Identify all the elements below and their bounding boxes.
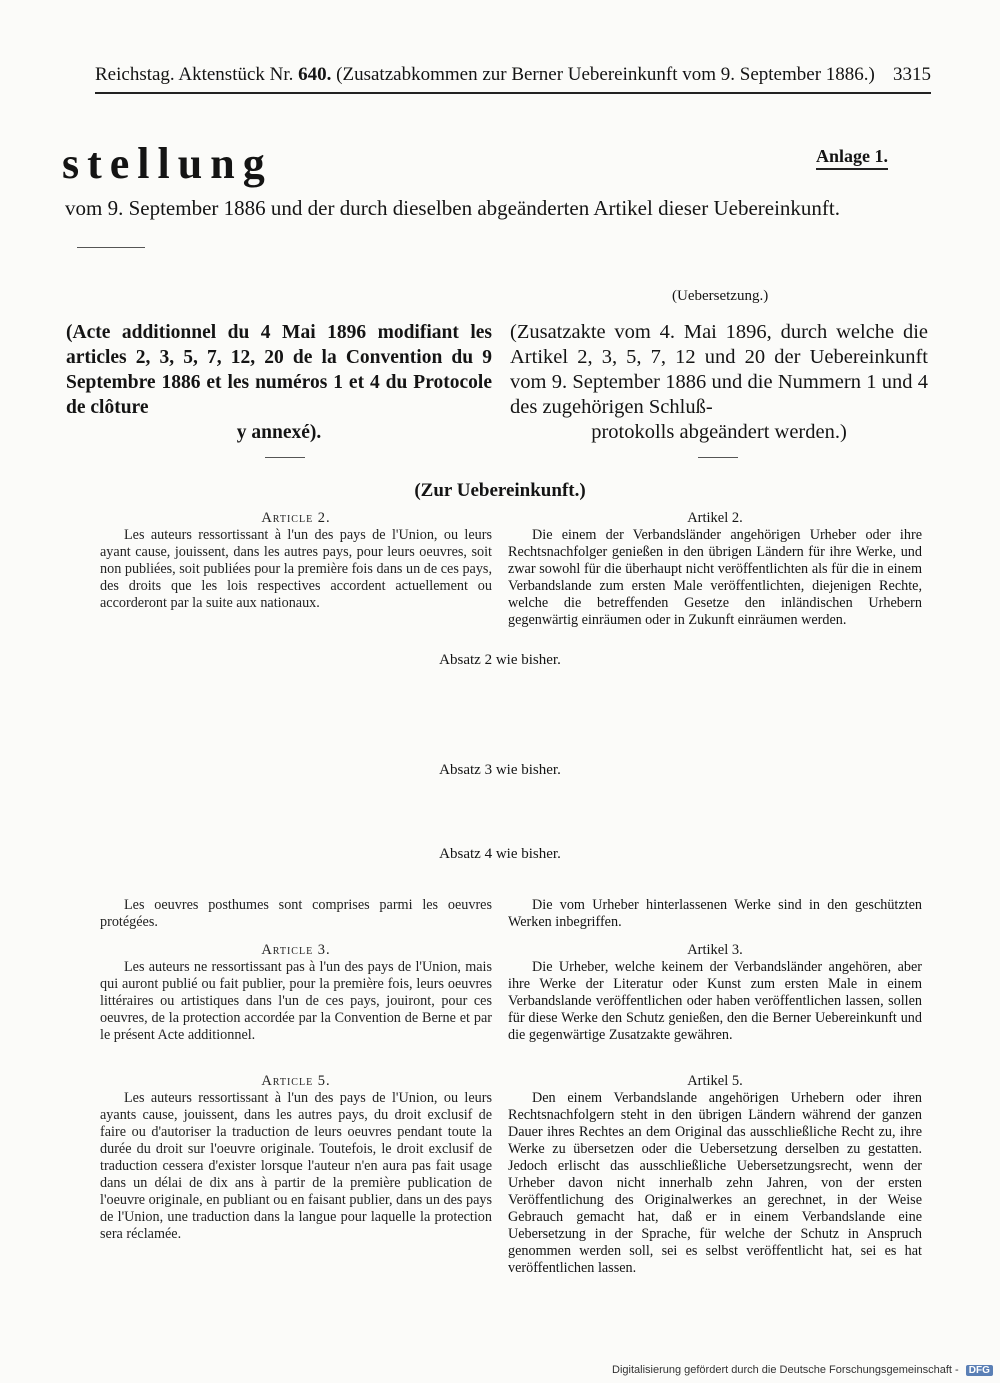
lead-french — [66, 320, 492, 445]
article-heading: Artikel 5. — [687, 1073, 743, 1089]
article-text: Die einem der Verbandsländer angehörigen Urheber oder ihre Rechtsnachfolger genießen in den übrigen Ländern für ihre Werke, und zwar sowohl für die überhaupt nicht veröffentlichten als für die in einem Verbandslande zum ersten Male veröffentlichten, diejenigen Rechte, welche die betreffenden Gesetze den inländischen Urhebern gegenwärtig einräumen oder in Zukunft einräumen werden. — [508, 527, 922, 628]
digitization-footer — [612, 1364, 993, 1376]
page-subtitle: vom 9. September 1886 und der durch dieselben abgeänderten Artikel dieser Uebereinkunft. — [65, 196, 841, 220]
posthumous-german — [508, 897, 922, 931]
article-text: Die vom Urheber hinterlassenen Werke sind in den geschützten Werken inbegriffen. — [508, 897, 922, 930]
lead-french-text: (Acte additionnel du 4 Mai 1896 modifiant les articles 2, 3, 5, 7, 12, 20 de la Convention du 9 Septembre 1886 et les numéros 1 et 4 du Protocole de clôture — [66, 322, 492, 418]
dfg-logo: DFG — [966, 1365, 993, 1376]
page-number: 3315 — [893, 64, 931, 85]
paragraph-4-note: Absatz 4 wie bisher. — [439, 846, 561, 862]
article-text: Les auteurs ressortissant à l'un des pays de l'Union, ou leurs ayant cause, jouissent, dans les autres pays, pour leurs oeuvres, soit non publiées, soit publiées pour la première fois dans un de ces pays, des droits que les lois respectives accordent actuellement ou accorderont par la suite aux nationaux. — [100, 527, 492, 611]
article-2-french — [100, 510, 492, 612]
header-rule — [95, 92, 931, 94]
divider — [77, 247, 145, 248]
article-2-german — [508, 510, 922, 629]
paragraph-3-note: Absatz 3 wie bisher. — [439, 762, 561, 778]
article-3-french — [100, 942, 492, 1044]
paragraph-2-note: Absatz 2 wie bisher. — [439, 652, 561, 668]
article-heading: Article 2. — [261, 510, 331, 526]
section-heading: (Zur Uebereinkunft.) — [414, 480, 586, 501]
article-text: Les oeuvres posthumes sont comprises parmi les oeuvres protégées. — [100, 897, 492, 930]
document-number: 640. — [298, 64, 332, 85]
page-title: stellung — [62, 139, 273, 188]
article-heading: Article 5. — [261, 1073, 331, 1089]
lead-german — [510, 320, 928, 445]
article-text: Les auteurs ressortissant à l'un des pays de l'Union, ou leurs ayants cause, jouissent, dans les autres pays, du droit exclusif de faire ou d'autoriser la traduction de leurs oeuvres pendant toute la durée du droit sur l'oeuvre originale. Toutefois, le droit exclusif de traduction cessera d'exister lorsque l'auteur n'en aura pas fait usage dans un délai de dix ans à partir de la première publication de l'oeuvre originale, en publiant ou en faisant publier, dans un des pays de l'Union, une traduction dans la langue pour laquelle la protection sera réclamée. — [100, 1090, 492, 1242]
article-text: Les auteurs ne ressortissant pas à l'un des pays de l'Union, mais qui auront publié ou fait publier, pour la première fois, leurs oeuvres littéraires ou artistiques dans l'un de ces pays, jouiront, pour ces oeuvres, de la protection accordée par la Convention de Berne et par le présent Acte additionnel. — [100, 959, 492, 1043]
translation-note: (Uebersetzung.) — [672, 288, 769, 304]
article-5-german — [508, 1073, 922, 1277]
article-text: Die Urheber, welche keinem der Verbandsländer angehören, aber ihre Werke der Literatur oder Kunst zum ersten Male in einem Verbandslande veröffentlichen oder haben veröffentlichen lassen, sollen für diese Werke den Schutz genießen, den die Berner Uebereinkunft und die gegenwärtige Zusatzakte gewähren. — [508, 959, 922, 1043]
divider — [265, 457, 305, 458]
article-heading: Artikel 3. — [687, 942, 743, 958]
header-left — [95, 64, 875, 86]
article-5-french — [100, 1073, 492, 1243]
running-header — [95, 64, 931, 86]
article-3-german — [508, 942, 922, 1044]
header-left-text: Reichstag. Aktenstück Nr. — [95, 64, 294, 85]
divider — [698, 457, 738, 458]
posthumous-french — [100, 897, 492, 931]
article-heading: Article 3. — [261, 942, 331, 958]
article-text: Den einem Verbandslande angehörigen Urhebern oder ihren Rechtsnachfolgern steht in den übrigen Ländern während der ganzen Dauer ihres Rechtes an dem Original das ausschließliche Recht zu, ihre Werke zu übersetzen oder die Uebersetzung derselben zu gestatten. Jedoch erlischt das ausschließliche Uebersetzungsrecht, wenn der Urheber davon nicht innerhalb zehn Jahren, von der ersten Veröffentlichung des Originalwerkes an gerechnet, in der Weise Gebrauch gemacht hat, daß er in einem Verbandslande eine Uebersetzung in der Sprache, für welche der Schutz in Anspruch genommen werden soll, sei es selbst veröffentlicht hat, sei es hat veröffentlichen lassen. — [508, 1090, 922, 1276]
header-middle-text: (Zusatzabkommen zur Berner Uebereinkunft vom 9. September 1886.) — [336, 64, 875, 85]
annex-label: Anlage 1. — [816, 146, 888, 170]
lead-french-end: y annexé). — [236, 422, 322, 443]
lead-german-text: (Zusatzakte vom 4. Mai 1896, durch welche die Artikel 2, 3, 5, 7, 12 und 20 der Uebereinkunft vom 9. September 1886 und die Nummern 1 und 4 des zugehörigen Schluß- — [510, 321, 928, 418]
footer-text: Digitalisierung gefördert durch die Deutsche Forschungsgemeinschaft - — [612, 1364, 959, 1376]
lead-german-end: protokolls abgeändert werden.) — [591, 421, 847, 443]
article-heading: Artikel 2. — [687, 510, 743, 526]
